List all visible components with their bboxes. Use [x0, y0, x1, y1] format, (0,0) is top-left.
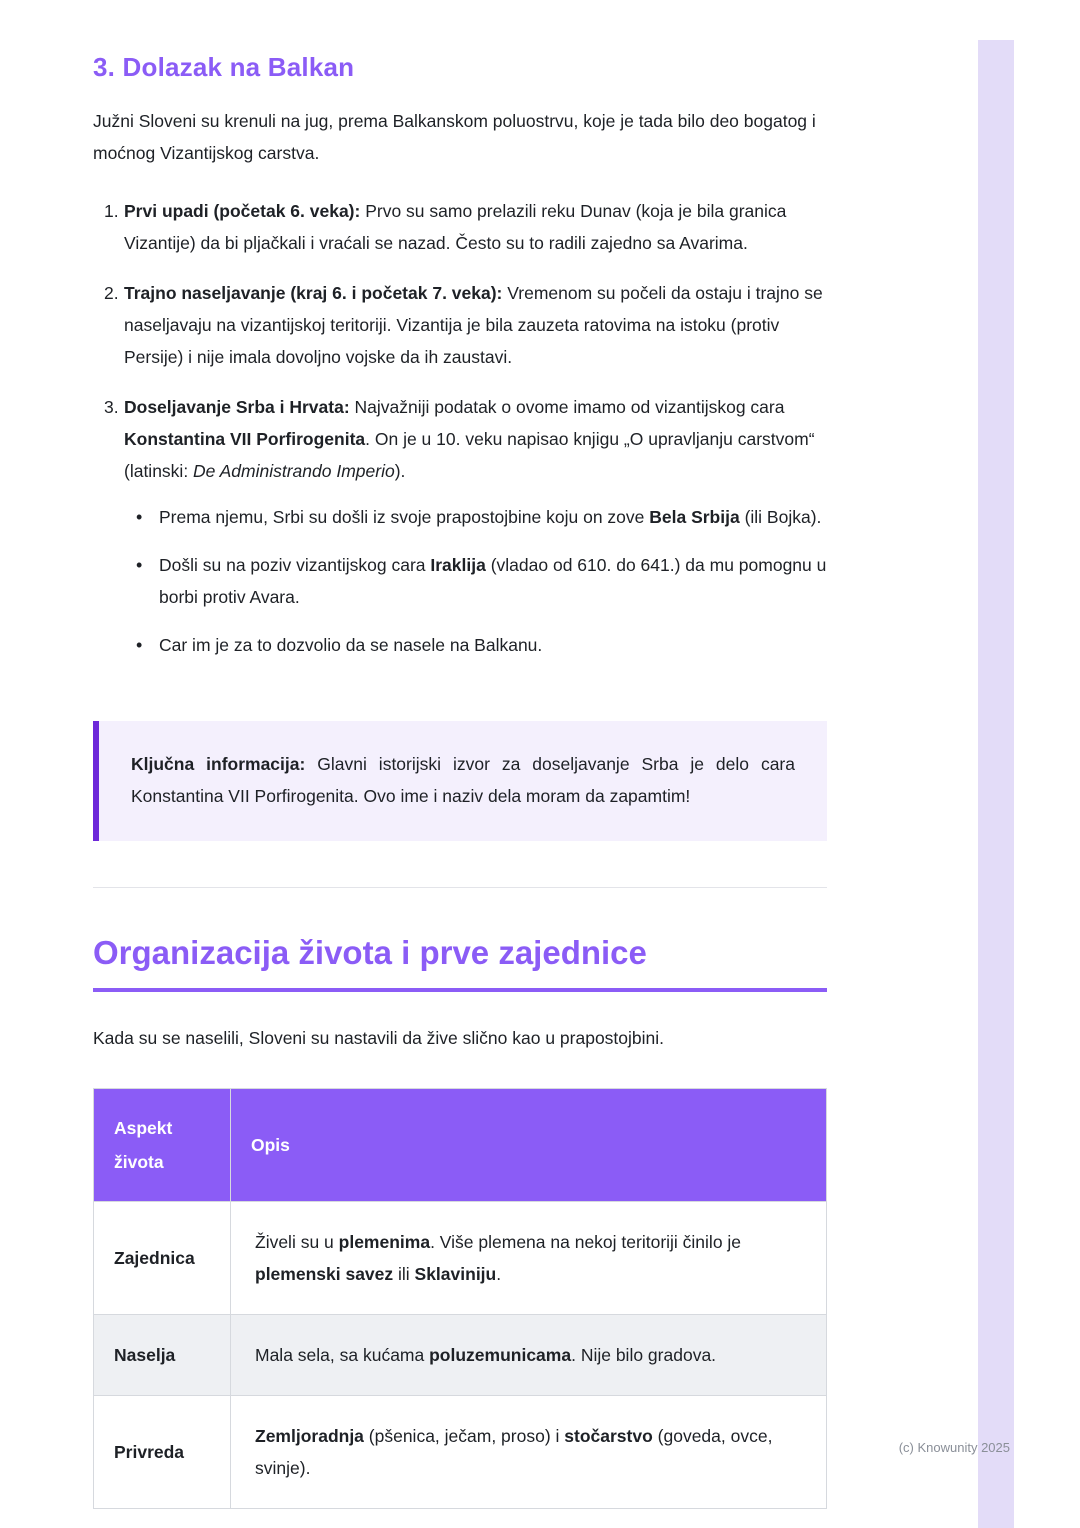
table-header-aspekt-zivota: Aspekt života	[94, 1089, 231, 1202]
page-edge-strip	[978, 40, 1014, 1528]
table-header-row	[94, 1089, 827, 1202]
page-heading-organizacija: Organizacija života i prve zajednice	[93, 934, 827, 992]
table-cell-aspect: Privreda	[94, 1396, 231, 1509]
table-cell-aspect: Zajednica	[94, 1202, 231, 1315]
list-item-body	[124, 195, 827, 259]
table-cell-aspect: Naselja	[94, 1315, 231, 1396]
intro-paragraph: Južni Sloveni su krenuli na jug, prema Balkanskom poluostrvu, koje je tada bilo deo bogatog i moćnog Vizantijskog carstva.	[93, 111, 816, 163]
list-item-text: Trajno naseljavanje (kraj 6. i početak 7. veka): Vremenom su počeli da ostaju i trajno se naseljavaju na vizantijskoj teritoriji. Vizantija je bila zauzeta ratovima na istoku (protiv Persije) i nije imala dovoljno vojske da ih zaustavi.	[124, 283, 823, 367]
table-cell-description: Mala sela, sa kućama poluzemunicama. Nije bilo gradova.	[231, 1315, 827, 1396]
table-row-naselja	[94, 1315, 827, 1396]
list-number: 1.	[104, 201, 119, 221]
list-item-trajno-naseljavanje	[104, 277, 827, 373]
copyright-footer: (c) Knowunity 2025	[898, 1440, 1010, 1455]
section-heading-dolazak-na-balkan: 3. Dolazak na Balkan	[93, 52, 355, 82]
list-item-doseljavanje-srba-i-hrvata	[104, 391, 827, 677]
list-number: 3.	[104, 397, 119, 417]
list-item-text: Doseljavanje Srba i Hrvata: Najvažniji podatak o ovome imamo od vizantijskog cara Konstantina VII Porfirogenita. On je u 10. veku napisao knjigu „O upravljanju carstvom“ (latinski: De Administrando Imperio).	[124, 397, 815, 481]
table-cell-description: Zemljoradnja (pšenica, ječam, proso) i stočarstvo (goveda, ovce, svinje).	[231, 1396, 827, 1509]
numbered-list	[93, 195, 827, 677]
bullet-item-dozvola: • Car im je za to dozvolio da se nasele na Balkanu.	[136, 629, 827, 661]
table-header-opis: Opis	[231, 1089, 827, 1202]
table-row-zajednica	[94, 1202, 827, 1315]
list-item-body	[124, 277, 827, 373]
bullet-list	[124, 501, 827, 661]
list-number: 2.	[104, 283, 119, 303]
bullet-item-iraklije: • Došli su na poziv vizantijskog cara Iraklija (vladao od 610. do 641.) da mu pomognu u borbi protiv Avara.	[136, 549, 827, 613]
aspects-table	[93, 1088, 827, 1509]
key-info-text: Ključna informacija: Glavni istorijski izvor za doseljavanje Srba je delo cara Konstantina VII Porfirogenita. Ovo ime i naziv dela moram da zapamtim!	[131, 754, 795, 806]
organizacija-intro-paragraph: Kada su se naselili, Sloveni su nastavili da žive slično kao u prapostojbini.	[93, 1028, 665, 1048]
list-item-body	[124, 391, 827, 677]
key-info-callout	[93, 721, 827, 841]
table-row-privreda	[94, 1396, 827, 1509]
document-content	[93, 0, 827, 1509]
list-item-prvi-upadi	[104, 195, 827, 259]
section-divider	[93, 887, 827, 888]
table-cell-description: Živeli su u plemenima. Više plemena na nekoj teritoriji činilo je plemenski savez ili Sklaviniju.	[231, 1202, 827, 1315]
list-item-text: Prvi upadi (početak 6. veka): Prvo su samo prelazili reku Dunav (koja je bila granica Vizantije) da bi pljačkali i vraćali se nazad. Često su to radili zajedno sa Avarima.	[124, 201, 787, 253]
bullet-item-bela-srbija: • Prema njemu, Srbi su došli iz svoje prapostojbine koju on zove Bela Srbija (ili Bojka).	[136, 501, 827, 533]
